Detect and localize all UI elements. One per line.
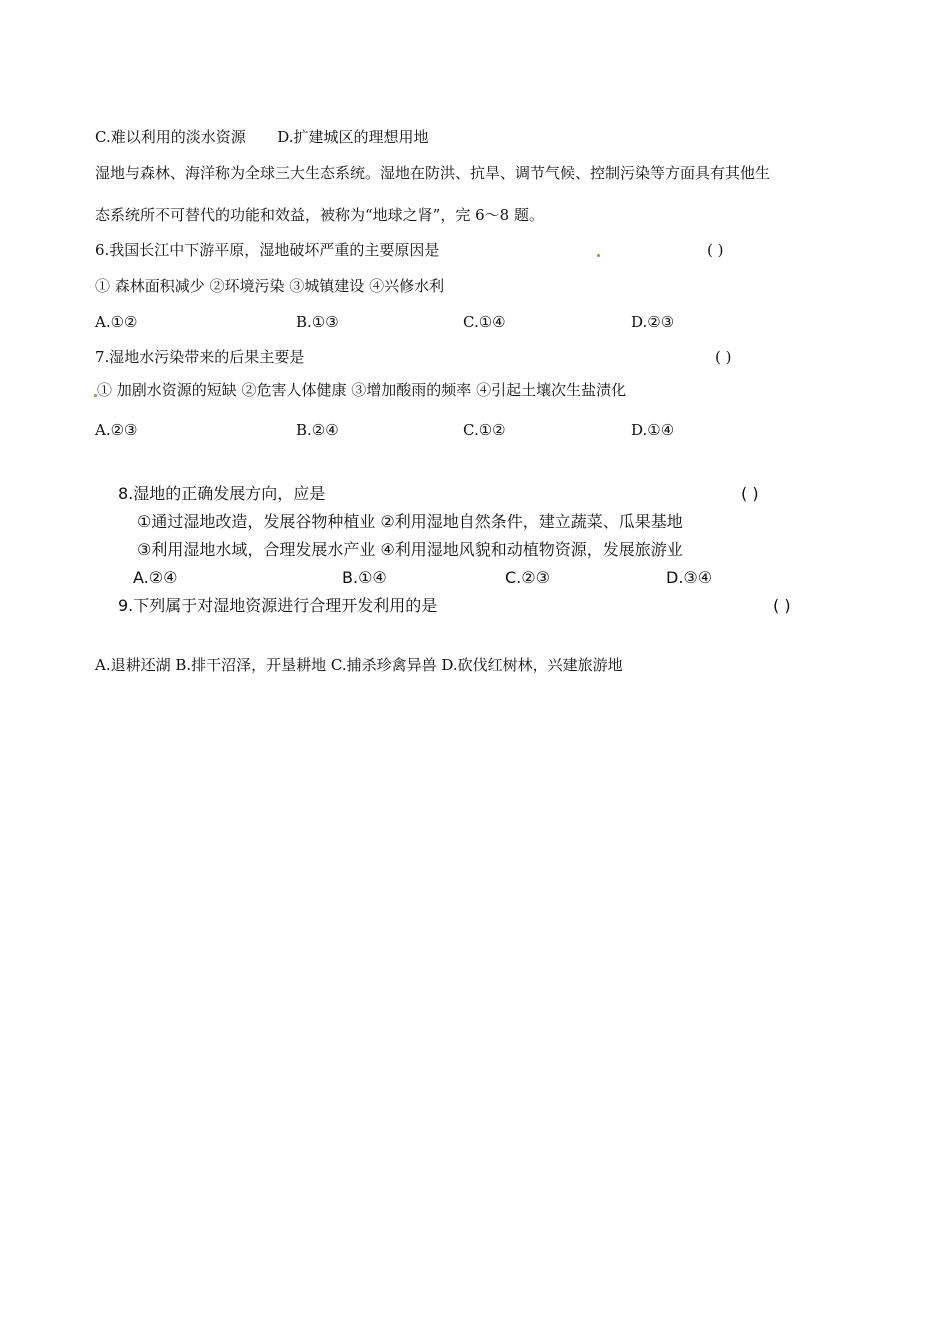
q6-option-d: D.②③ <box>631 313 675 331</box>
q6-option-c: C.①④ <box>463 313 506 331</box>
q7-option-c: C.①② <box>463 421 506 439</box>
q7-answer-bracket: ( ) <box>715 348 732 366</box>
q8-option-a: A.②④ <box>133 568 178 587</box>
q6-answer-bracket: ( ) <box>707 241 724 259</box>
q7-option-a: A.②③ <box>95 421 138 439</box>
q6-option-a: A.①② <box>95 313 138 331</box>
q9-options: A.退耕还湖 B.排干沼泽，开垦耕地 C.捕杀珍禽异兽 D.砍伐红树林，兴建旅游地 <box>95 656 623 674</box>
intro-line-1: 湿地与森林、海洋称为全球三大生态系统。湿地在防洪、抗旱、调节气候、控制污染等方面具有其他生 <box>95 164 771 182</box>
option-d: D.扩建城区的理想用地 <box>277 128 429 146</box>
q8-answer-bracket: ( ) <box>741 484 759 503</box>
q6-stem: 6.我国长江中下游平原，湿地破坏严重的主要原因是 <box>95 241 440 259</box>
q8-option-d: D.③④ <box>666 568 713 587</box>
intro-line-2: 态系统所不可替代的功能和效益，被称为“地球之肾”，完 6～8 题。 <box>95 206 544 224</box>
q8-stem: 8.湿地的正确发展方向，应是 <box>118 484 326 503</box>
q8-items-line-1: ①通过湿地改造，发展谷物种植业 ②利用湿地自然条件，建立蔬菜、瓜果基地 <box>137 512 683 531</box>
q8-option-c: C.②③ <box>505 568 550 587</box>
stray-mark <box>597 254 600 257</box>
prev-question-options <box>95 127 429 147</box>
q7-items: ① 加剧水资源的短缺 ②危害人体健康 ③增加酸雨的频率 ④引起土壤次生盐渍化 <box>97 381 627 399</box>
q8-option-b: B.①④ <box>342 568 387 587</box>
q7-option-b: B.②④ <box>296 421 339 439</box>
q6-option-b: B.①③ <box>296 313 339 331</box>
q7-option-d: D.①④ <box>631 421 675 439</box>
q9-stem: 9.下列属于对湿地资源进行合理开发利用的是 <box>118 596 438 615</box>
q8-items-line-2: ③利用湿地水域，合理发展水产业 ④利用湿地风貌和动植物资源，发展旅游业 <box>137 540 683 559</box>
q9-answer-bracket: ( ) <box>773 596 791 615</box>
q7-stem: 7.湿地水污染带来的后果主要是 <box>95 348 305 366</box>
option-c: C.难以利用的淡水资源 <box>95 128 246 146</box>
q6-items: ① 森林面积减少 ②环境污染 ③城镇建设 ④兴修水利 <box>95 277 445 295</box>
